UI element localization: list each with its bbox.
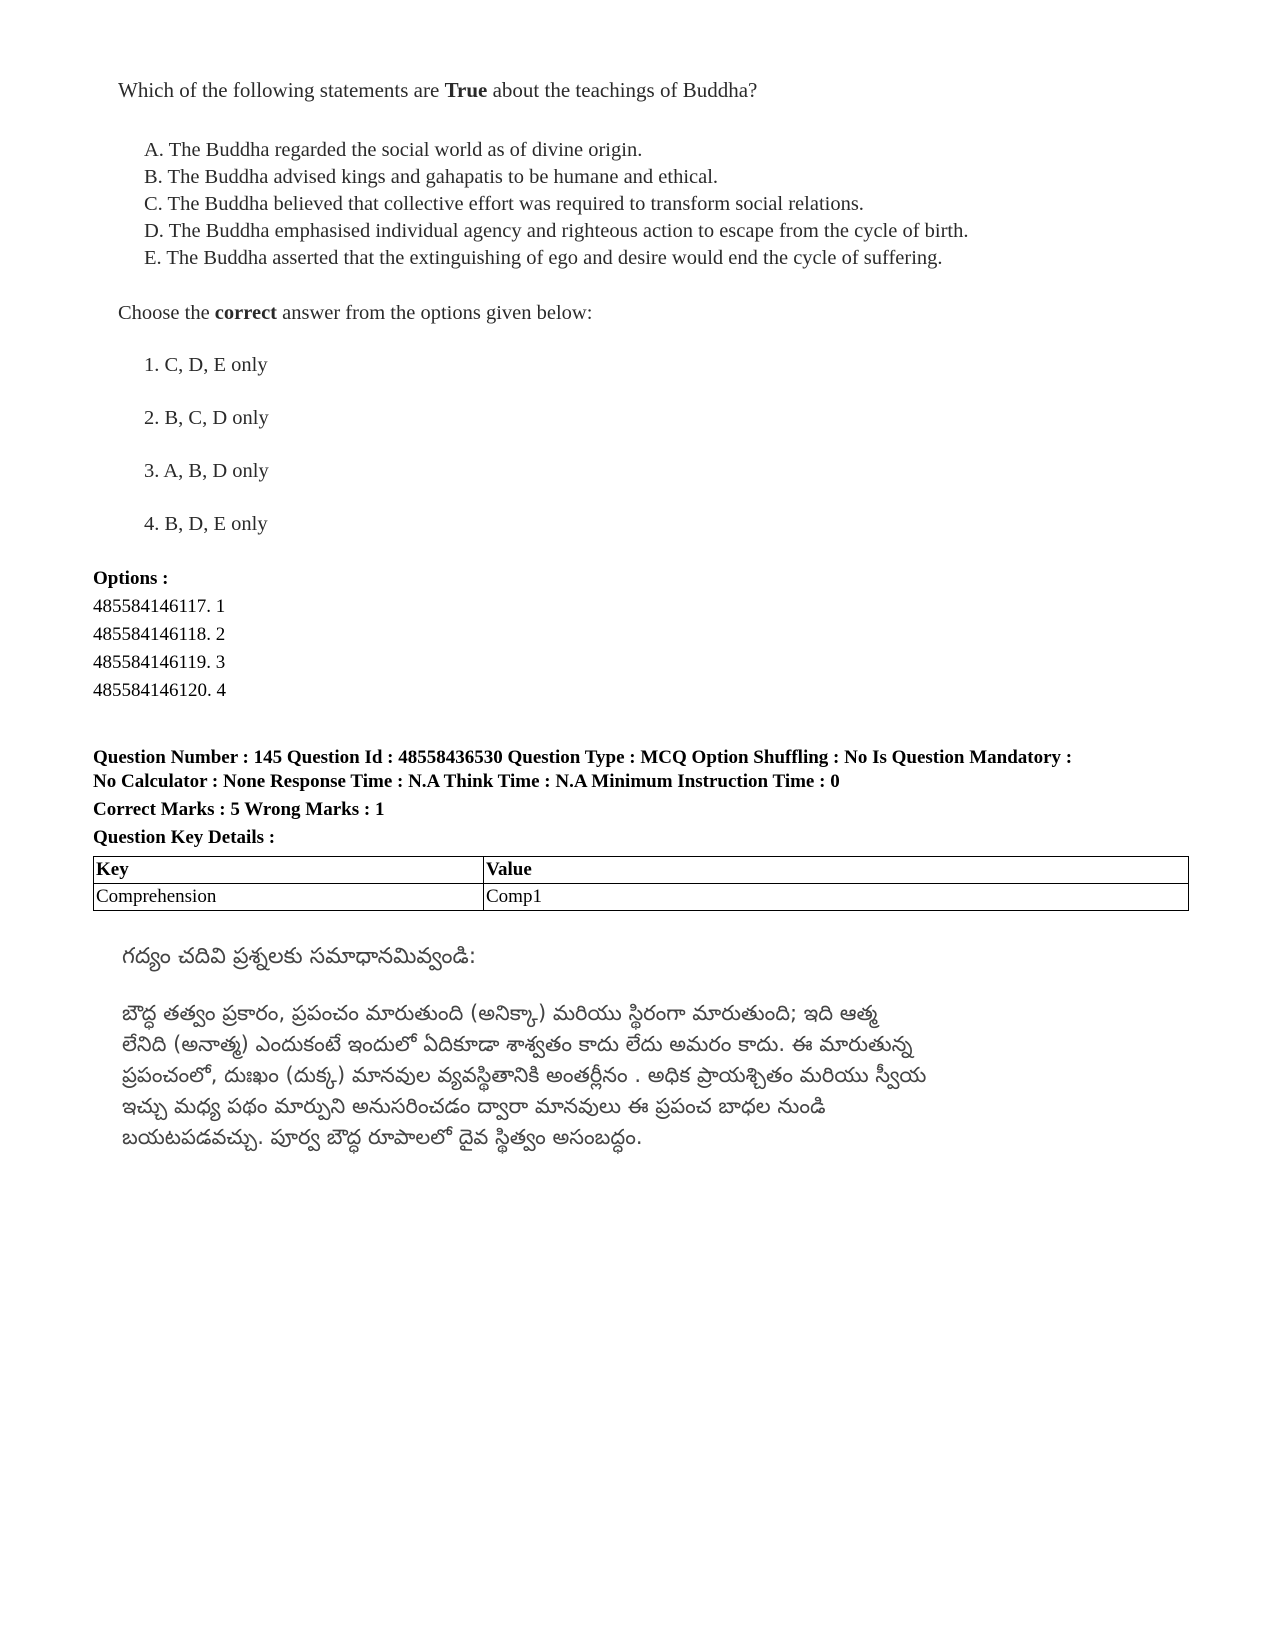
question-meta — [93, 746, 1203, 850]
answer-choice: 4. B, D, E only — [144, 513, 268, 535]
comprehension-instruction: గద్యం చదివి ప్రశ్నలకు సమాధానమివ్వండి: — [122, 944, 477, 969]
paragraph-line: ఇచ్చు మధ్య పథం మార్పుని అనుసరించడం ద్వారా మానవులు ఈ ప్రపంచ బాధల నుండి — [122, 1094, 826, 1118]
paragraph-line: ప్రపంచంలో, దుఃఖం (దుక్క) మానవుల వ్యవస్థితానికి అంతర్లీనం . అధిక ప్రాయశ్చితం మరియు స్వీయ — [122, 1063, 927, 1087]
option-item: 485584146120. 4 — [93, 680, 226, 701]
statement-item: A. The Buddha regarded the social world as of divine origin. — [144, 139, 643, 161]
paragraph-line: బౌద్ధ తత్వం ప్రకారం, ప్రపంచం మారుతుంది (అనిక్కా) మరియు స్థిరంగా మారుతుంది; ఇది ఆత్మ — [122, 1001, 878, 1025]
table-header-value: Value — [484, 857, 1189, 884]
option-item: 485584146118. 2 — [93, 624, 226, 645]
table-cell: Comprehension — [94, 884, 484, 911]
key-details-table — [93, 856, 1189, 911]
options-block — [93, 565, 226, 705]
option-item: 485584146119. 3 — [93, 652, 226, 673]
paragraph-line: బయటపడవచ్చు. పూర్వ బౌద్ధ రూపాలలో దైవ స్థిత్వం అసంబద్ధం. — [122, 1125, 643, 1149]
key-details-label: Question Key Details : — [93, 827, 276, 848]
choose-instruction: Choose the correct answer from the options given below: — [118, 302, 593, 324]
meta-line: Question Number : 145 Question Id : 48558436530 Question Type : MCQ Option Shuffling : No Is Question Mandatory : — [93, 747, 1073, 768]
marks-line: Correct Marks : 5 Wrong Marks : 1 — [93, 799, 385, 820]
statement-list — [144, 137, 1118, 272]
question-stem: Which of the following statements are True about the teachings of Buddha? — [118, 78, 758, 102]
option-item: 485584146117. 1 — [93, 596, 226, 617]
statement-item: D. The Buddha emphasised individual agency and righteous action to escape from the cycle of birth. — [144, 220, 969, 242]
answer-choice: 2. B, C, D only — [144, 407, 269, 429]
statement-item: E. The Buddha asserted that the extinguishing of ego and desire would end the cycle of suffering. — [144, 247, 943, 269]
comprehension-passage — [122, 944, 1182, 1153]
table-header-row — [94, 857, 1189, 884]
options-label: Options : — [93, 568, 169, 589]
statement-item: C. The Buddha believed that collective effort was required to transform social relations. — [144, 193, 864, 215]
comprehension-paragraph — [122, 998, 1182, 1153]
answer-choice: 3. A, B, D only — [144, 460, 269, 482]
question-image — [118, 78, 1118, 563]
table-row — [94, 884, 1189, 911]
paragraph-line: లేనిది (అనాత్మ) ఎందుకంటే ఇందులో ఏదికూడా శాశ్వతం కాదు లేదు అమరం కాదు. ఈ మారుతున్న — [122, 1032, 913, 1056]
answer-choice: 1. C, D, E only — [144, 354, 268, 376]
table-cell: Comp1 — [484, 884, 1189, 911]
table-header-key: Key — [94, 857, 484, 884]
meta-line: No Calculator : None Response Time : N.A Think Time : N.A Minimum Instruction Time : 0 — [93, 771, 840, 792]
statement-item: B. The Buddha advised kings and gahapatis to be humane and ethical. — [144, 166, 719, 188]
answer-choice-list — [144, 351, 1118, 538]
